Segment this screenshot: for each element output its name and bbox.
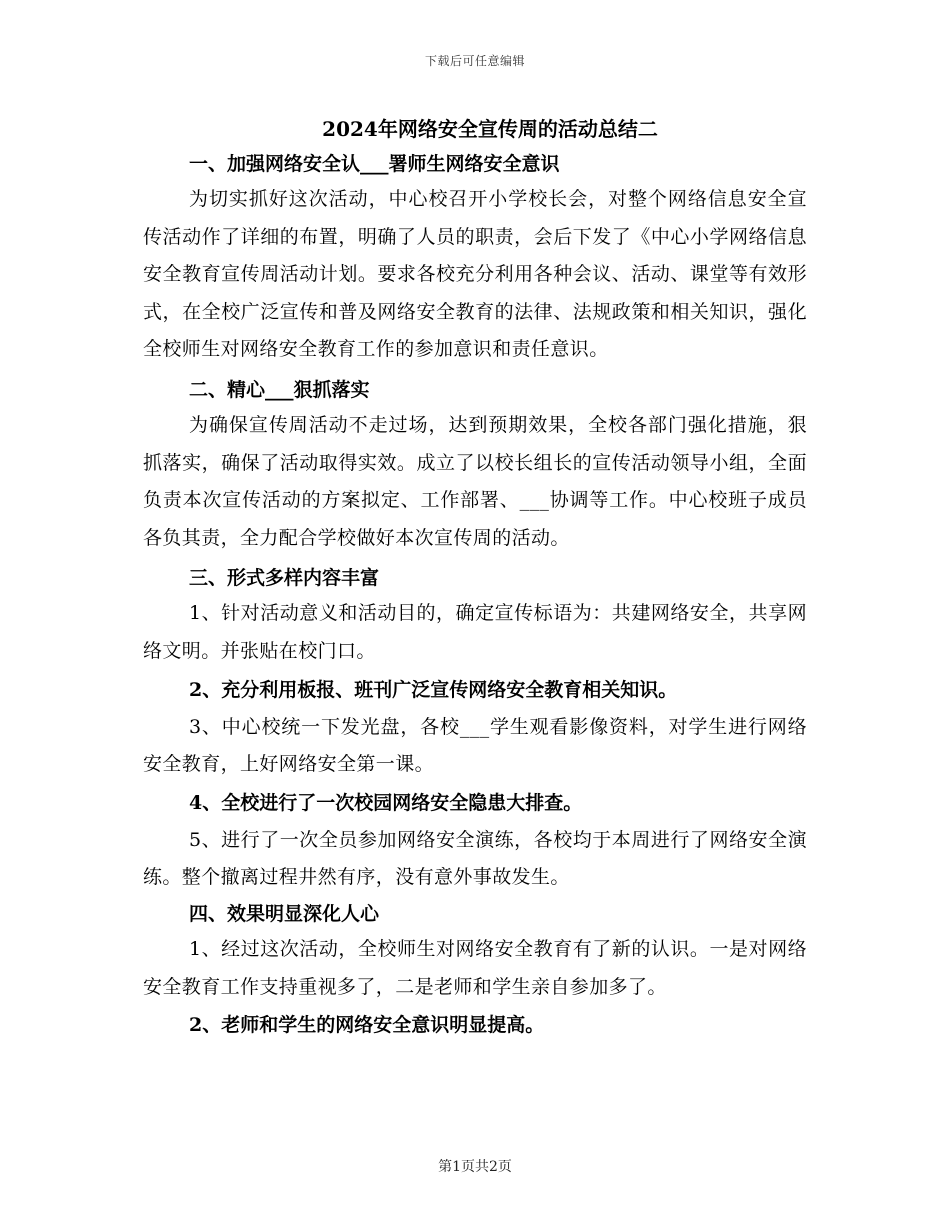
section-2-heading: 二、精心___狠抓落实	[189, 378, 370, 401]
section-4-heading: 四、效果明显深化人心	[189, 902, 380, 925]
section-1-paragraph: 为切实抓好这次活动，中心校召开小学校长会，对整个网络信息安全宣传活动作了详细的布置，明确了人员的职责，会后下发了《中心小学网络信息安全教育宣传周活动计划。要求各校充分利用各种会议、活动、课堂等有效形式，在全校广泛宣传和普及网络安全教育的法律、法规政策和相关知识，强化全校师生对网络安全教育工作的参加意识和责任意识。	[143, 188, 807, 361]
section-1-heading: 一、加强网络安全认___署师生网络安全意识	[189, 153, 560, 175]
section-3-item-2: 2、充分利用板报、班刊广泛宣传网络安全教育相关知识。	[189, 678, 678, 701]
section-3-item-5: 5、进行了一次全员参加网络安全演练，各校均于本周进行了网络安全演练。整个撤离过程井然有序，没有意外事故发生。	[143, 828, 807, 889]
document-title: 2024年网络安全宣传周的活动总结二	[322, 117, 658, 141]
document-body	[143, 111, 807, 1044]
section-2-paragraph: 为确保宣传周活动不走过场，达到预期效果，全校各部门强化措施，狠抓落实，确保了活动取得实效。成立了以校长组长的宣传活动领导小组，全面负责本次宣传活动的方案拟定、工作部署、___协调等工作。中心校班子成员各负其责，全力配合学校做好本次宣传周的活动。	[143, 413, 807, 549]
section-3-heading: 三、形式多样内容丰富	[189, 567, 380, 590]
section-4-item-1: 1、经过这次活动，全校师生对网络安全教育有了新的认识。一是对网络安全教育工作支持重视多了，二是老师和学生亲自参加多了。	[143, 937, 807, 998]
section-4-item-2: 2、老师和学生的网络安全意识明显提高。	[189, 1014, 545, 1037]
header-note: 下载后可任意编辑	[424, 54, 525, 68]
page-footer: 第1页共2页	[438, 1159, 512, 1175]
section-3-item-3: 3、中心校统一下发光盘，各校___学生观看影像资料，对学生进行网络安全教育，上好网络安全第一课。	[143, 715, 807, 776]
section-3-item-1: 1、针对活动意义和活动目的，确定宣传标语为：共建网络安全，共享网络文明。并张贴在校门口。	[143, 602, 807, 662]
section-3-item-4: 4、全校进行了一次校园网络安全隐患大排查。	[189, 791, 583, 814]
